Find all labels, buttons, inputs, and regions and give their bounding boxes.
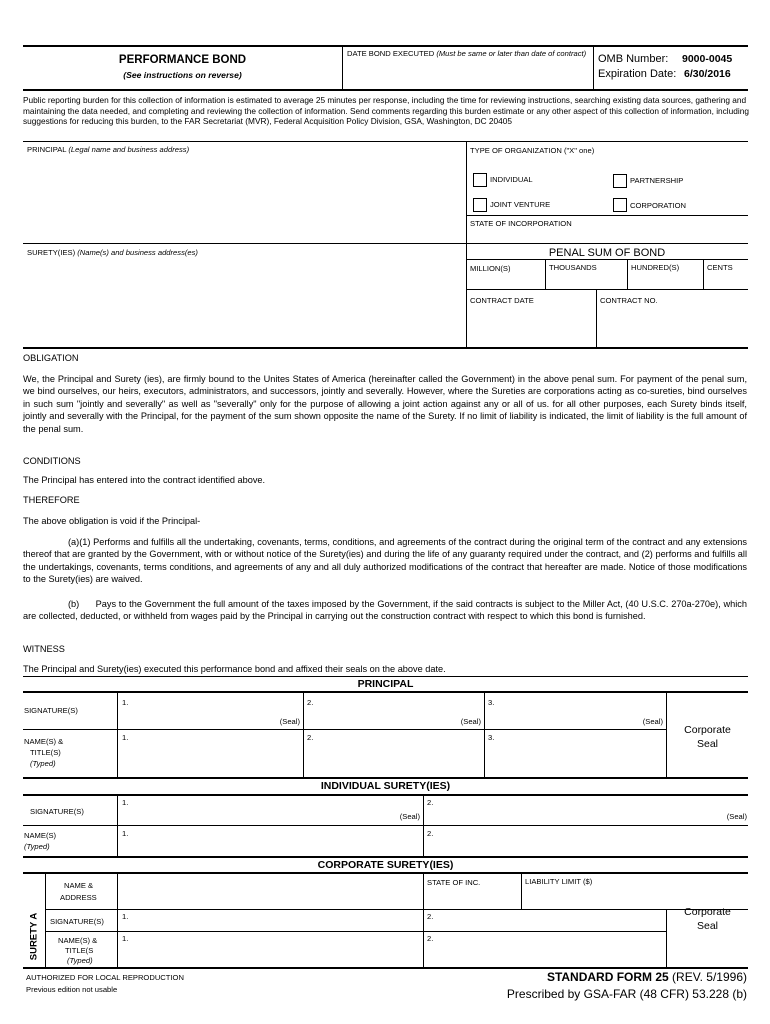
ct-names-label-3: (Typed) bbox=[67, 956, 93, 965]
corp-table-title: CORPORATE SURETY(IES) bbox=[317, 859, 454, 871]
ct-state-inc-label: STATE OF INC. bbox=[427, 878, 481, 887]
it-names-label-1: NAME(S) bbox=[24, 831, 57, 840]
individual-label: INDIVIDUAL bbox=[490, 175, 533, 184]
ct-signature-2[interactable] bbox=[427, 912, 663, 930]
pt-corp-seal-l1: Corporate bbox=[684, 724, 731, 736]
it-seal-2: (Seal) bbox=[726, 812, 747, 821]
it-name-2[interactable] bbox=[427, 829, 747, 854]
block-divider bbox=[466, 141, 467, 348]
form-subtitle: (See instructions on reverse) bbox=[123, 70, 242, 80]
it-signature-1[interactable] bbox=[122, 798, 420, 824]
ct-signature-1[interactable] bbox=[122, 912, 420, 930]
pt-seal-2: (Seal) bbox=[460, 717, 481, 726]
penal-div-2 bbox=[627, 259, 628, 289]
ct-sig-num-1: 1. bbox=[122, 912, 129, 921]
principal-table-title: PRINCIPAL bbox=[357, 678, 414, 690]
ct-name-1[interactable] bbox=[122, 934, 420, 966]
pt-sig-num-2: 2. bbox=[307, 698, 314, 707]
pt-name-num-3: 3. bbox=[488, 733, 495, 742]
conditions-heading: CONDITIONS bbox=[23, 456, 81, 466]
top-rule bbox=[23, 45, 748, 47]
ct-h1 bbox=[45, 909, 748, 910]
pt-v1 bbox=[117, 692, 118, 777]
pt-v2 bbox=[303, 692, 304, 777]
conditions-text: The Principal has entered into the contract identified above. bbox=[23, 475, 266, 485]
corp-table-bottom bbox=[23, 967, 748, 969]
footer-revision: (REV. 5/1996) bbox=[668, 970, 747, 984]
pt-signature-label: SIGNATURE(S) bbox=[24, 706, 78, 715]
org-type-label: TYPE OF ORGANIZATION ("X" one) bbox=[470, 146, 595, 155]
ct-sig-num-2: 2. bbox=[427, 912, 434, 921]
ct-name-address-l2: ADDRESS bbox=[60, 893, 97, 902]
header-bottom-rule bbox=[23, 89, 748, 91]
joint-venture-label: JOINT VENTURE bbox=[490, 200, 551, 209]
burden-statement: Public reporting burden for this collection of information is estimated to average 25 minutes per response, including the time for reviewing instructions, searching existing data sources, gathering and maintaining the data needed, and completing and reviewing the collection of information. Send comments regarding this burden estimate or any other aspect of this collection of information, including suggestions for reducing this burden, to the FAR Secretariat (MVR), Federal Acquisition Policy Division, GSA, Washington, DC 20405 bbox=[23, 95, 749, 127]
pt-sig-num-1: 1. bbox=[122, 698, 129, 707]
it-signature-label: SIGNATURE(S) bbox=[30, 807, 84, 816]
contract-no-field[interactable] bbox=[600, 296, 744, 344]
ct-signature-label: SIGNATURE(S) bbox=[50, 917, 104, 926]
ct-corp-seal-l1: Corporate bbox=[684, 906, 731, 918]
pt-name-1[interactable] bbox=[122, 733, 300, 775]
ind-table-top bbox=[23, 777, 748, 779]
it-sig-num-1: 1. bbox=[122, 798, 129, 807]
it-h1 bbox=[23, 825, 748, 826]
ct-name-num-1: 1. bbox=[122, 934, 129, 943]
million-label: MILLION(S) bbox=[470, 264, 511, 273]
surety-a-side bbox=[22, 906, 46, 966]
joint-venture-checkbox[interactable] bbox=[473, 198, 487, 212]
block-bottom-rule bbox=[23, 347, 748, 349]
header-divider-1 bbox=[342, 46, 343, 89]
pt-name-num-1: 1. bbox=[122, 733, 129, 742]
ct-name-2[interactable] bbox=[427, 934, 663, 966]
footer-previous: Previous edition not usable bbox=[26, 985, 118, 994]
pt-seal-3: (Seal) bbox=[642, 717, 663, 726]
contract-no-label: CONTRACT NO. bbox=[600, 296, 658, 305]
clause-a: (a)(1) Performs and fulfills all the undertaking, covenants, terms, conditions, and agreements of the contract during the original term of the contract and any extensions thereof that are granted by the Government, with or without notice of the Surety(ies) and during the life of any guaranty required under the contract, and (2) performs and fulfills all the undertakings, covenants, terms conditions, and agreements of any and all duly authorized modifications of the contract that hereafter are made. Notice of those modifications to the Surety(ies) are waived. bbox=[23, 537, 747, 585]
it-names-label-2: (Typed) bbox=[24, 842, 50, 851]
ct-name-address-field[interactable] bbox=[122, 876, 420, 907]
date-executed-label: DATE BOND EXECUTED bbox=[347, 49, 435, 58]
pt-signature-3[interactable] bbox=[488, 698, 663, 728]
thousands-field[interactable] bbox=[549, 263, 623, 285]
penal-div-1 bbox=[545, 259, 546, 289]
header-divider-2 bbox=[593, 46, 594, 89]
principal-note: (Legal name and business address) bbox=[68, 145, 190, 154]
expiration-value: 6/30/2016 bbox=[684, 68, 731, 80]
expiration-label: Expiration Date: bbox=[598, 68, 677, 80]
pt-v3 bbox=[484, 692, 485, 777]
form-title: PERFORMANCE BOND bbox=[118, 54, 247, 66]
sureties-label: SURETY(IES) bbox=[27, 248, 76, 257]
state-incorporation-label: STATE OF INCORPORATION bbox=[470, 219, 572, 228]
therefore-text: The above obligation is void if the Principal- bbox=[23, 516, 201, 526]
penal-rule bbox=[466, 259, 748, 260]
witness-heading: WITNESS bbox=[23, 644, 65, 654]
ct-state-inc-field[interactable] bbox=[427, 878, 519, 907]
contract-rule bbox=[466, 289, 748, 290]
contract-date-label: CONTRACT DATE bbox=[470, 296, 534, 305]
it-seal-1: (Seal) bbox=[399, 812, 420, 821]
pt-names-label-1: NAME(S) & bbox=[24, 737, 64, 746]
obligation-text: We, the Principal and Surety (ies), are firmly bound to the Unites States of America (hereinafter called the Government) in the above penal sum. For payment of the penal sum, we bind ourselves, our heirs, executors, administrators, and successors, jointly and severally. However, where the Sureties are corporations acting as co-sureties, bind ourselves in such sum "jointly and severally" as well as "severally" only for the purpose of allowing a joint action against any or all of us. for all other purposes, each Surety binds itself, jointly and severally with the Principal, for the payment of the sum shown opposite the name of the Surety. If no limit of liability is indicated, the limit of liability is the full amount of the penal sum. bbox=[23, 374, 747, 434]
state-inc-rule bbox=[466, 215, 748, 216]
ct-corp-seal-l2: Seal bbox=[696, 919, 718, 932]
omb-value: 9000-0045 bbox=[682, 53, 733, 65]
thousands-label: THOUSANDS bbox=[549, 263, 597, 272]
pt-h1 bbox=[23, 729, 666, 730]
pt-sig-num-3: 3. bbox=[488, 698, 495, 707]
ind-table-rule bbox=[23, 794, 748, 796]
contract-date-field[interactable] bbox=[470, 296, 592, 344]
omb-label: OMB Number: bbox=[598, 53, 669, 65]
partnership-checkbox[interactable] bbox=[613, 174, 627, 188]
pt-seal-1: (Seal) bbox=[279, 717, 300, 726]
hundreds-field[interactable] bbox=[631, 263, 701, 285]
pt-names-label-3: (Typed) bbox=[30, 759, 56, 768]
pt-names-label-2: TITLE(S) bbox=[30, 748, 61, 757]
pt-name-3[interactable] bbox=[488, 733, 663, 775]
pt-name-num-2: 2. bbox=[307, 733, 314, 742]
ct-liability-label: LIABILITY LIMIT ($) bbox=[525, 877, 593, 886]
it-name-1[interactable] bbox=[122, 829, 420, 854]
ct-v2 bbox=[423, 873, 424, 968]
pt-signature-2[interactable] bbox=[307, 698, 481, 728]
ct-corporate-seal bbox=[667, 906, 748, 933]
principal-table-top bbox=[23, 676, 748, 677]
ct-v1 bbox=[117, 873, 118, 968]
contract-div bbox=[596, 289, 597, 348]
ct-h2 bbox=[45, 931, 666, 932]
partnership-label: PARTNERSHIP bbox=[630, 176, 684, 185]
block-top-rule bbox=[23, 141, 748, 142]
pt-name-2[interactable] bbox=[307, 733, 481, 775]
clause-b: (b) Pays to the Government the full amount of the taxes imposed by the Government, if the said contracts is subject to the Miller Act, (40 U.S.C. 270a-270e), which are collected, deducted, or withheld from wages paid by the Principal in carrying out the construction contract with respect to which this bond is furnished. bbox=[23, 599, 750, 622]
witness-text: The Principal and Surety(ies) executed this performance bond and affixed their seals on the above date. bbox=[23, 664, 446, 674]
ct-liability-field[interactable] bbox=[525, 877, 747, 907]
corporation-checkbox[interactable] bbox=[613, 198, 627, 212]
cents-field[interactable] bbox=[707, 263, 747, 285]
ct-names-label-2: TITLE(S bbox=[65, 946, 94, 955]
principal-label: PRINCIPAL bbox=[27, 145, 67, 154]
it-signature-2[interactable] bbox=[427, 798, 747, 824]
ind-table-title: INDIVIDUAL SURETY(IES) bbox=[320, 780, 451, 792]
it-name-num-2: 2. bbox=[427, 829, 434, 838]
date-executed-field[interactable] bbox=[347, 49, 591, 58]
penal-sum-title: PENAL SUM OF BOND bbox=[548, 247, 666, 259]
footer-sf-number: STANDARD FORM 25 bbox=[546, 970, 669, 984]
ct-name-num-2: 2. bbox=[427, 934, 434, 943]
corp-table-rule bbox=[23, 872, 748, 874]
principal-table-rule bbox=[23, 691, 748, 693]
ct-names-label-1: NAME(S) & bbox=[58, 936, 98, 945]
it-sig-num-2: 2. bbox=[427, 798, 434, 807]
date-executed-note: (Must be same or later than date of contract) bbox=[436, 49, 587, 58]
corporation-label: CORPORATION bbox=[630, 201, 686, 210]
corp-table-top bbox=[23, 856, 748, 858]
footer-prescribed: Prescribed by GSA-FAR (48 CFR) 53.228 (b) bbox=[506, 987, 747, 1001]
surety-a-label: SURETY A bbox=[28, 912, 40, 960]
penal-div-3 bbox=[703, 259, 704, 289]
ct-name-address-l1: NAME & bbox=[64, 881, 94, 890]
principal-field[interactable] bbox=[27, 145, 462, 240]
it-name-num-1: 1. bbox=[122, 829, 129, 838]
obligation-heading: OBLIGATION bbox=[23, 353, 79, 363]
cents-label: CENTS bbox=[707, 263, 733, 272]
footer-standard-form bbox=[547, 970, 747, 984]
pt-corporate-seal bbox=[667, 724, 748, 751]
sureties-field[interactable] bbox=[27, 248, 462, 346]
pt-corp-seal-l2: Seal bbox=[696, 737, 718, 750]
individual-checkbox[interactable] bbox=[473, 173, 487, 187]
ct-v3 bbox=[521, 873, 522, 909]
therefore-heading: THEREFORE bbox=[23, 495, 80, 505]
footer-authorized: AUTHORIZED FOR LOCAL REPRODUCTION bbox=[26, 973, 184, 982]
pt-signature-1[interactable] bbox=[122, 698, 300, 728]
sureties-note: (Name(s) and business address(es) bbox=[77, 248, 198, 257]
state-incorporation-field[interactable] bbox=[470, 219, 744, 239]
surety-top-rule bbox=[23, 243, 748, 244]
million-field[interactable] bbox=[470, 264, 542, 286]
hundreds-label: HUNDRED(S) bbox=[631, 263, 680, 272]
